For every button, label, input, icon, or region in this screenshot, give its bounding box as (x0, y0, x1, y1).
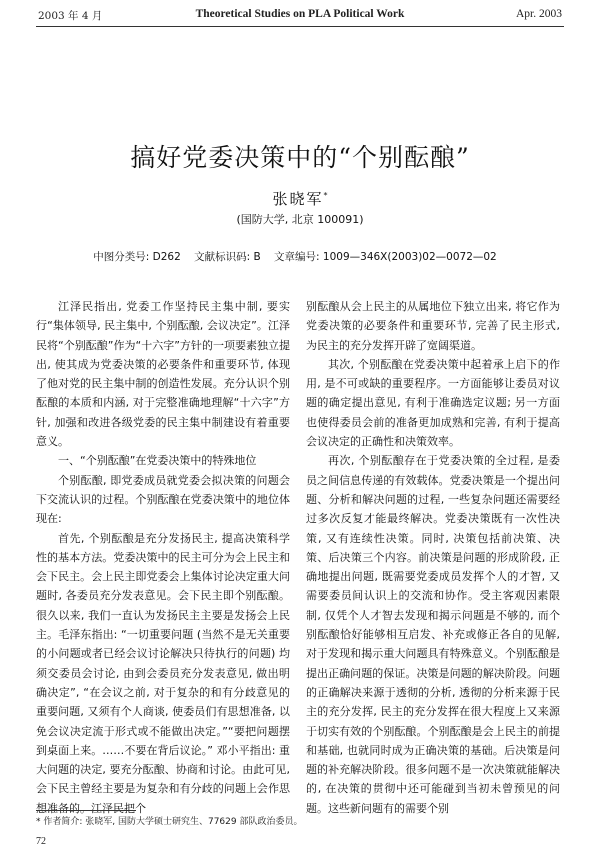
running-header (36, 8, 564, 24)
classification-line (0, 249, 600, 264)
header-date-en: Apr. 2003 (516, 8, 562, 20)
header-date-cn: 2003 年 4 月 (38, 10, 103, 22)
author-footnote: * 作者简介: 张晓军, 国防大学硕士研究生、77629 部队政治委员。 (36, 817, 303, 827)
section-heading: 一、“个别酝酿”在党委决策中的特殊地位 (58, 454, 257, 468)
paragraph: 个别酝酿, 即党委成员就党委会拟决策的问题会下交流认识的过程。个别酝酿在党委决策中的地位体现在: (36, 473, 290, 526)
header-rule (36, 26, 564, 27)
author-line (0, 188, 600, 209)
document-code: 文献标识码: B (194, 251, 261, 263)
author-name: 张晓军 (272, 190, 324, 208)
author-affiliation: (国防大学, 北京 100091) (236, 213, 364, 226)
article-number: 文章编号: 1009—346X(2003)02—0072—02 (274, 251, 497, 263)
author-footnote-mark: * (323, 191, 328, 200)
paragraph: 其次, 个别酝酿在党委决策中起着承上启下的作用, 是不可或缺的重要程序。一方面能够让委员对议题的确定提出意见, 有利于准确选定议题; 另一方面也使得委员会前的准备更加成熟和完善, 有利于提高会议决定的正确性和决策效率。 (306, 357, 560, 449)
clc-number: 中图分类号: D262 (93, 251, 181, 263)
paragraph: 首先, 个别酝酿是充分发扬民主, 提高决策科学性的基本方法。党委决策中的民主可分为会上民主和会下民主。会上民主即党委会上集体讨论决定重大问题时, 各委员充分发表意见。会下民主即个别酝酿。很久以来, 我们一直认为发扬民主主要是发扬会上民主。毛泽东指出: “一切重要问题 (当然不是无关重要的小问题或者已经会议讨论解决只待执行的问题) 均须交委员会讨论, 由到会委员充分发表意见, 做出明确决定”, “在会议之前, 对于复杂的和有分歧意见的重要问题, 又须有个人商谈, 使委员们有思想准备, 以免会议决定流于形式或不能做出决定。”“要把问题摆到桌面上来。……不要在背后议论。” 邓小平指出: 重大问题的决定, 要充分酝酿、协商和讨论。由此可见, 会下民主曾经主要是为复杂和有分歧的问题上会作思想准备的。江泽民把个 (36, 531, 290, 815)
left-column (36, 297, 290, 818)
page-number: 72 (36, 836, 46, 847)
right-column (306, 297, 560, 818)
paragraph: 别酝酿从会上民主的从属地位下独立出来, 将它作为党委决策的必要条件和重要环节, 完善了民主形式, 为民主的充分发挥开辟了宽阔渠道。 (306, 300, 560, 352)
paragraph: 江泽民指出, 党委工作坚持民主集中制, 要实行“集体领导, 民主集中, 个别酝酿, 会议决定”。江泽民将“个别酝酿”作为“十六字”方针的一项要素独立提出, 使其成为党委决策的必要条件和重要环节, 体现了他对党的民主集中制的创造性发展。充分认识个别酝酿的本质和内涵, 对于完整准确地理解“十六字”方针, 加强和改进各级党委的民主集中制建设有着重要意义。 (36, 300, 290, 449)
footnote-rule (36, 810, 136, 811)
paragraph: 再次, 个别酝酿存在于党委决策的全过程, 是委员之间信息传递的有效载体。党委决策是一个提出问题、分析和解决问题的过程, 一些复杂问题还需要经过多次反复才能最终解决。党委决策既有一次性决策, 又有连续性决策。同时, 决策包括前决策、决策、后决策三个内容。前决策是问题的形成阶段, 正确地提出问题, 既需要党委成员发挥个人的才智, 又需要委员间认识上的交流和协作。受主客观因素限制, 仅凭个人才智去发现和揭示问题是不够的, 而个别酝酿恰好能够相互启发、补充或修正各自的见解, 对于发现和揭示重大问题具有特殊意义。个别酝酿是提出正确问题的保证。决策是问题的解决阶段。问题的正确解决来源于透彻的分析, 透彻的分析来源于民主的充分发挥, 民主的充分发挥在很大程度上又来源于切实有效的个别酝酿。个别酝酿是会上民主的前提和基础, 也就同时成为正确决策的基础。后决策是问题的补充解决阶段。很多问题不是一次决策就能解决的, 在决策的贯彻中还可能碰到当初未曾预见的问题。这些新问题有的需要个别 (306, 454, 560, 815)
header-journal-name: Theoretical Studies on PLA Political Work (195, 8, 405, 20)
article-title: 搞好党委决策中的“个别酝酿” (130, 143, 470, 172)
